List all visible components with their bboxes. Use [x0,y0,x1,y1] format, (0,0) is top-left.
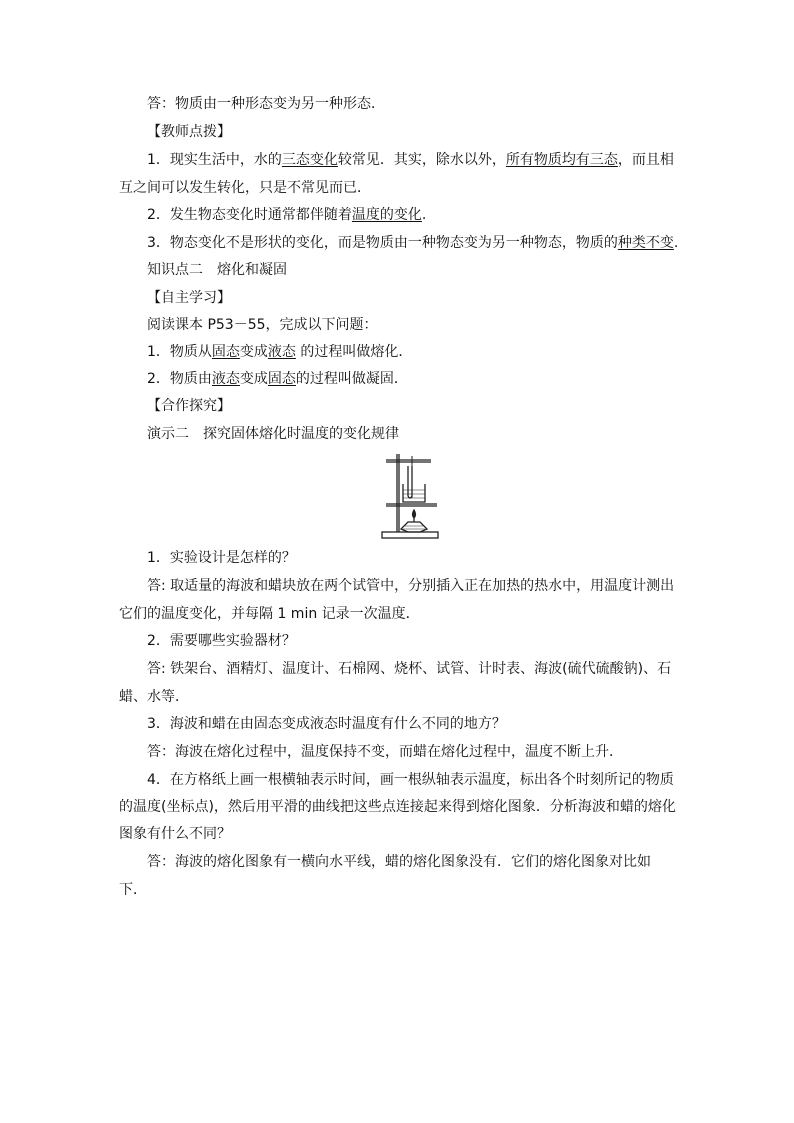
heading-cooperative-inquiry: 【合作探究】 [147,398,231,414]
text: 的过程叫做熔化． [295,344,413,360]
step-4-question-line-1: 4．在方格纸上画一根横轴表示时间，画一根纵轴表示温度，标出各个时刻所记的物质 [147,772,674,788]
text: 3．物态变化不是形状的变化，而是物质由一种物态变为另一种物态，物质的 [147,235,618,251]
melting-apparatus-figure [381,452,439,540]
step-4-answer-line-2: 下． [119,882,147,898]
step-2-answer-line-2: 蜡、水等． [119,689,189,705]
underlined-term: 固态 [267,371,296,387]
underlined-term: 固态 [211,344,240,360]
step-4-question-line-2: 的温度(坐标点)，然后用平滑的曲线把这些点连接起来得到熔化图象．分析海波和蜡的熔化 [119,799,676,815]
text: 2．物质由 [147,371,212,387]
step-1-answer-line-1: 答: 取适量的海波和蜡块放在两个试管中，分别插入正在加热的热水中，用温度计测出 [147,578,675,594]
demo-2-title: 演示二 探究固体熔化时温度的变化规律 [147,426,399,442]
question-melting [147,342,412,362]
underlined-term: 液态 [211,371,240,387]
underlined-term: 温度的变化 [351,207,422,223]
text: 变成 [239,371,268,387]
reading-instruction: 阅读课本 P53－55，完成以下问题： [147,317,378,333]
underlined-term: 液态 [267,344,296,360]
heading-teacher-tips: 【教师点拨】 [147,124,231,140]
stand-base [382,532,438,538]
alcohol-lamp [401,522,427,532]
step-1-question: 1．实验设计是怎样的？ [147,550,296,566]
step-3-question: 3．海波和蜡在由固态变成液态时温度有什么不同的地方？ [147,716,506,732]
beaker [403,484,425,502]
step-4-question-line-3: 图象有什么不同？ [119,826,231,842]
text: 1．现实生活中，水的 [147,152,282,168]
text: 1．物质从 [147,344,212,360]
heading-self-study: 【自主学习】 [147,290,231,306]
text: . [673,235,679,251]
text: 2．发生物态变化时通常都伴随着 [147,207,352,223]
answer-paragraph-1: 答：物质由一种形态变为另一种形态． [147,96,385,112]
step-2-question: 2．需要哪些实验器材？ [147,633,296,649]
underlined-term: 所有物质均有三态 [505,152,618,168]
underlined-term: 种类不变 [617,235,674,251]
teacher-tip-1-line-2: 互之间可以发生转化，只是不常见而已． [119,180,371,196]
question-solidifying [147,369,408,389]
text: 变成 [239,344,268,360]
text: 较常见．其实，除水以外， [337,152,506,168]
text: . [421,207,427,223]
text: 的过程叫做凝固． [295,371,408,387]
teacher-tip-1-line-1 [147,150,674,170]
step-3-answer: 答：海波在熔化过程中，温度保持不变，而蜡在熔化过程中，温度不断上升． [147,744,623,760]
step-4-answer-line-1: 答：海波的熔化图象有一横向水平线，蜡的熔化图象没有．它们的熔化图象对比如 [147,854,651,870]
underlined-term: 三态变化 [281,152,338,168]
teacher-tip-3 [147,233,678,253]
knowledge-point-2-title: 知识点二 熔化和凝固 [147,262,287,278]
step-1-answer-line-2: 它们的温度变化，并每隔 1 min 记录一次温度． [119,606,420,622]
teacher-tip-2 [147,205,426,225]
flame [413,510,416,518]
text: ，而且相 [617,152,674,168]
step-2-answer-line-1: 答: 铁架台、酒精灯、温度计、石棉网、烧杯、试管、计时表、海波(硫代硫酸钠)、石 [147,661,672,677]
test-tube [408,466,412,498]
